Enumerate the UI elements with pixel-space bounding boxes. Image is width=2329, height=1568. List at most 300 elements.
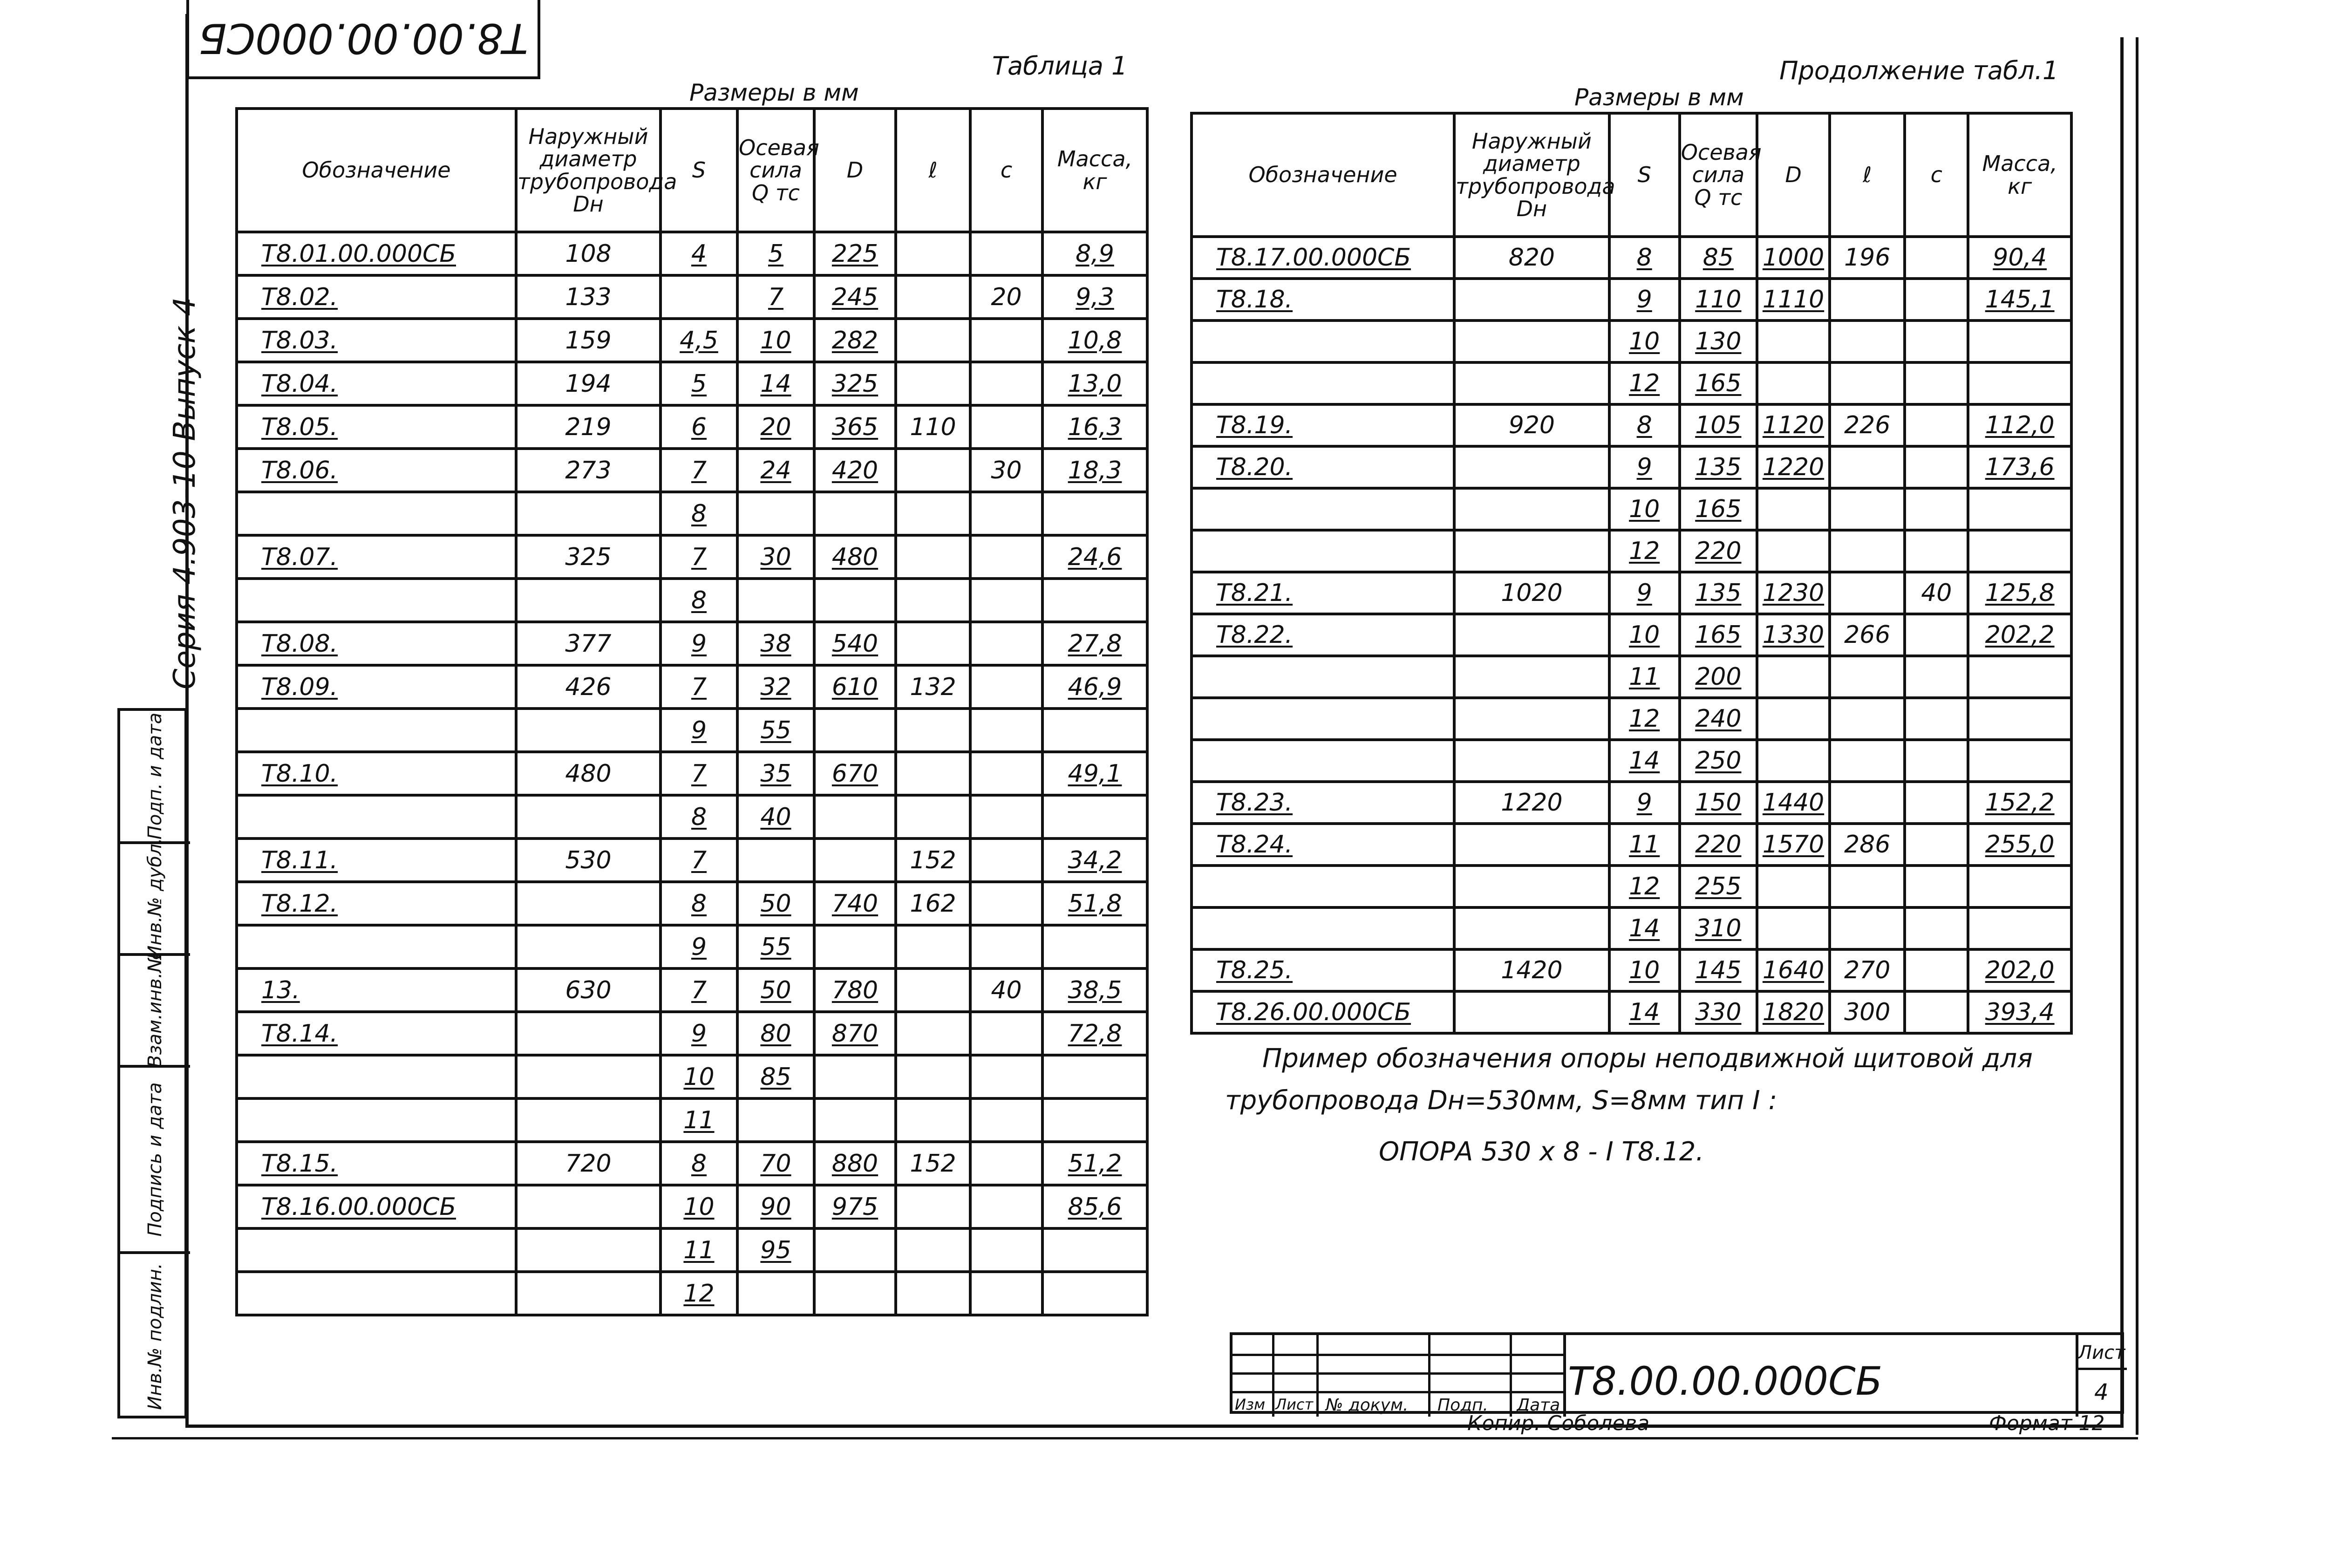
cell-dn: 108 xyxy=(516,232,661,275)
table-row xyxy=(1192,237,2071,279)
cell-m: 51,8 xyxy=(1042,882,1147,925)
cell-l xyxy=(896,622,970,665)
cell-m xyxy=(1968,698,2071,740)
col-s: S xyxy=(661,109,737,232)
cell-d: 780 xyxy=(814,968,896,1012)
cell-m xyxy=(1042,1055,1147,1098)
cell-c xyxy=(970,795,1042,839)
cell-q: 150 xyxy=(1680,782,1757,824)
cell-l xyxy=(1830,740,1905,782)
cell-dn xyxy=(516,1098,661,1142)
cell-d: 610 xyxy=(814,665,896,709)
top-code-box xyxy=(186,0,540,79)
cell-s: 4 xyxy=(661,232,737,275)
cell-s: 11 xyxy=(1609,824,1680,866)
cell-l: 266 xyxy=(1830,614,1905,656)
cell-m: 46,9 xyxy=(1042,665,1147,709)
cell-l xyxy=(896,232,970,275)
cell-m: 112,0 xyxy=(1968,404,2071,446)
cell-des: Т8.25. xyxy=(1192,949,1454,991)
cell-s: 9 xyxy=(1609,279,1680,320)
cell-q: 50 xyxy=(737,968,814,1012)
cell-s: 9 xyxy=(661,622,737,665)
cell-c xyxy=(970,232,1042,275)
cell-c: 30 xyxy=(970,449,1042,492)
cell-s: 8 xyxy=(661,882,737,925)
table-row xyxy=(237,275,1147,319)
cell-d: 480 xyxy=(814,535,896,579)
cell-q xyxy=(737,1098,814,1142)
left-stamp xyxy=(117,708,187,1418)
col-axial-force: Осевая сила Q тс xyxy=(1680,113,1757,237)
series-label: Серия 4.903-10 Выпуск 4 xyxy=(168,297,202,689)
cell-s: 8 xyxy=(1609,404,1680,446)
table-row xyxy=(1192,404,2071,446)
cell-des: Т8.18. xyxy=(1192,279,1454,320)
cell-des: Т8.14. xyxy=(237,1012,516,1055)
cell-dn xyxy=(1454,866,1609,907)
cell-s: 9 xyxy=(661,925,737,968)
table-row xyxy=(1192,991,2071,1033)
cell-d: 1000 xyxy=(1757,237,1830,279)
cell-s: 9 xyxy=(661,1012,737,1055)
top-code: Т8.00.00.000СБ xyxy=(198,14,528,62)
cell-des xyxy=(237,1098,516,1142)
cell-dn xyxy=(1454,740,1609,782)
cell-c xyxy=(1905,362,1968,404)
cell-l xyxy=(1830,698,1905,740)
cell-des: Т8.06. xyxy=(237,449,516,492)
cell-s: 7 xyxy=(661,535,737,579)
table-row xyxy=(237,405,1147,449)
col-mass: Масса, кг xyxy=(1968,113,2071,237)
cell-q: 90 xyxy=(737,1185,814,1228)
cell-c xyxy=(1905,530,1968,572)
cell-s: 14 xyxy=(1609,907,1680,949)
cell-d: 225 xyxy=(814,232,896,275)
stamp-cell: Инв.№ подлин. xyxy=(120,1251,190,1419)
cell-l xyxy=(896,1228,970,1272)
cell-q: 135 xyxy=(1680,572,1757,614)
table-row xyxy=(1192,614,2071,656)
cell-des: Т8.04. xyxy=(237,362,516,405)
cell-l xyxy=(1830,782,1905,824)
table-row xyxy=(237,925,1147,968)
col-designation: Обозначение xyxy=(237,109,516,232)
cell-q: 5 xyxy=(737,232,814,275)
cell-s: 12 xyxy=(661,1272,737,1315)
cell-d xyxy=(1757,362,1830,404)
table-row xyxy=(237,882,1147,925)
cell-s: 10 xyxy=(661,1185,737,1228)
cell-d: 1640 xyxy=(1757,949,1830,991)
cell-m: 202,2 xyxy=(1968,614,2071,656)
cell-s: 4,5 xyxy=(661,319,737,362)
cell-des: Т8.02. xyxy=(237,275,516,319)
cell-l: 162 xyxy=(896,882,970,925)
frame-bottom-outer-line xyxy=(112,1437,2138,1439)
table-row xyxy=(237,1012,1147,1055)
cell-d xyxy=(1757,907,1830,949)
cell-c xyxy=(970,362,1042,405)
table-row xyxy=(1192,656,2071,698)
cell-m xyxy=(1968,530,2071,572)
cell-des xyxy=(1192,488,1454,530)
cell-m: 145,1 xyxy=(1968,279,2071,320)
tb-col-label: № докум. xyxy=(1326,1396,1409,1415)
cell-l xyxy=(1830,530,1905,572)
cell-s: 11 xyxy=(661,1098,737,1142)
col-mass: Масса, кг xyxy=(1042,109,1147,232)
col-pipe-diameter: Наружный диаметр трубопровода Dн xyxy=(516,109,661,232)
example-line-1: Пример обозначения опоры неподвижной щитовой для xyxy=(1262,1043,2033,1074)
cell-d xyxy=(814,795,896,839)
col-c: c xyxy=(1905,113,1968,237)
cell-c xyxy=(970,1012,1042,1055)
table-row xyxy=(237,1098,1147,1142)
cell-m: 393,4 xyxy=(1968,991,2071,1033)
cell-m xyxy=(1968,488,2071,530)
cell-c xyxy=(970,1272,1042,1315)
col-l: ℓ xyxy=(896,109,970,232)
cell-c xyxy=(970,579,1042,622)
cell-s: 9 xyxy=(1609,446,1680,488)
cell-q: 135 xyxy=(1680,446,1757,488)
cell-d: 880 xyxy=(814,1142,896,1185)
cell-m xyxy=(1042,1272,1147,1315)
cell-d xyxy=(1757,530,1830,572)
cell-d: 870 xyxy=(814,1012,896,1055)
cell-q: 55 xyxy=(737,925,814,968)
cell-des xyxy=(237,492,516,535)
cell-dn: 325 xyxy=(516,535,661,579)
cell-dn: 480 xyxy=(516,752,661,795)
cell-m: 38,5 xyxy=(1042,968,1147,1012)
cell-dn xyxy=(1454,446,1609,488)
table-row xyxy=(237,1272,1147,1315)
cell-dn: 1020 xyxy=(1454,572,1609,614)
sheet-label: Лист xyxy=(2078,1342,2125,1363)
cell-c xyxy=(970,319,1042,362)
cell-des xyxy=(1192,320,1454,362)
cell-des: Т8.15. xyxy=(237,1142,516,1185)
cell-l xyxy=(1830,279,1905,320)
cell-l xyxy=(1830,656,1905,698)
cell-dn xyxy=(516,925,661,968)
cell-m xyxy=(1042,579,1147,622)
cell-s: 8 xyxy=(661,492,737,535)
cell-s: 8 xyxy=(1609,237,1680,279)
col-c: c xyxy=(970,109,1042,232)
cell-d xyxy=(814,579,896,622)
cell-l: 110 xyxy=(896,405,970,449)
table-row xyxy=(237,319,1147,362)
cell-des: Т8.21. xyxy=(1192,572,1454,614)
cell-m: 90,4 xyxy=(1968,237,2071,279)
cell-s: 12 xyxy=(1609,530,1680,572)
cell-m: 34,2 xyxy=(1042,839,1147,882)
cell-q: 24 xyxy=(737,449,814,492)
cell-m xyxy=(1042,925,1147,968)
cell-m xyxy=(1968,656,2071,698)
cell-dn: 426 xyxy=(516,665,661,709)
cell-s xyxy=(661,275,737,319)
cell-l xyxy=(896,925,970,968)
cell-l xyxy=(1830,572,1905,614)
cell-dn: 194 xyxy=(516,362,661,405)
cell-l xyxy=(1830,488,1905,530)
cell-dn: 159 xyxy=(516,319,661,362)
cell-c xyxy=(970,1098,1042,1142)
cell-q: 80 xyxy=(737,1012,814,1055)
cell-des: Т8.23. xyxy=(1192,782,1454,824)
cell-dn xyxy=(1454,530,1609,572)
frame-right-line xyxy=(2120,37,2124,1428)
cell-m: 8,9 xyxy=(1042,232,1147,275)
cell-d xyxy=(814,925,896,968)
table-row xyxy=(1192,362,2071,404)
cell-l xyxy=(896,362,970,405)
cell-q: 20 xyxy=(737,405,814,449)
cell-q: 255 xyxy=(1680,866,1757,907)
cell-dn xyxy=(516,1185,661,1228)
cell-des xyxy=(1192,530,1454,572)
cell-q: 330 xyxy=(1680,991,1757,1033)
cell-s: 12 xyxy=(1609,362,1680,404)
cell-s: 10 xyxy=(1609,949,1680,991)
cell-d xyxy=(1757,320,1830,362)
cell-des xyxy=(1192,740,1454,782)
cell-dn xyxy=(1454,362,1609,404)
table-row xyxy=(237,492,1147,535)
cell-l xyxy=(896,709,970,752)
cell-s: 8 xyxy=(661,1142,737,1185)
cell-d: 1120 xyxy=(1757,404,1830,446)
cell-c: 40 xyxy=(1905,572,1968,614)
table-row xyxy=(237,232,1147,275)
cell-dn: 820 xyxy=(1454,237,1609,279)
cell-q: 220 xyxy=(1680,530,1757,572)
cell-d: 740 xyxy=(814,882,896,925)
cell-m: 125,8 xyxy=(1968,572,2071,614)
table-row xyxy=(1192,320,2071,362)
cell-l: 132 xyxy=(896,665,970,709)
cell-d: 1570 xyxy=(1757,824,1830,866)
tb-col-label: Дата xyxy=(1517,1396,1560,1415)
cell-c xyxy=(970,405,1042,449)
cell-dn: 219 xyxy=(516,405,661,449)
cell-dn: 720 xyxy=(516,1142,661,1185)
cell-l xyxy=(896,492,970,535)
cell-c xyxy=(1905,782,1968,824)
cell-q xyxy=(737,839,814,882)
cell-l: 152 xyxy=(896,1142,970,1185)
cell-m: 173,6 xyxy=(1968,446,2071,488)
cell-d: 1440 xyxy=(1757,782,1830,824)
col-s: S xyxy=(1609,113,1680,237)
cell-m: 72,8 xyxy=(1042,1012,1147,1055)
cell-s: 10 xyxy=(1609,320,1680,362)
cell-dn xyxy=(516,1272,661,1315)
cell-dn xyxy=(1454,614,1609,656)
cell-dn: 1420 xyxy=(1454,949,1609,991)
cell-q: 200 xyxy=(1680,656,1757,698)
table-row xyxy=(1192,949,2071,991)
cell-des: Т8.26.00.000СБ xyxy=(1192,991,1454,1033)
cell-dn: 133 xyxy=(516,275,661,319)
cell-s: 7 xyxy=(661,968,737,1012)
cell-d xyxy=(814,1055,896,1098)
cell-l xyxy=(1830,866,1905,907)
cell-d xyxy=(1757,656,1830,698)
cell-l xyxy=(896,752,970,795)
table-row xyxy=(237,1228,1147,1272)
cell-des xyxy=(1192,362,1454,404)
table-row xyxy=(1192,698,2071,740)
cell-m xyxy=(1042,1228,1147,1272)
cell-d xyxy=(814,492,896,535)
table1-caption: Таблица 1 xyxy=(992,51,1128,81)
cell-d: 670 xyxy=(814,752,896,795)
cell-q: 32 xyxy=(737,665,814,709)
cell-des: Т8.16.00.000СБ xyxy=(237,1185,516,1228)
table-row xyxy=(237,1185,1147,1228)
cell-c xyxy=(1905,656,1968,698)
cell-l xyxy=(896,319,970,362)
cell-des xyxy=(237,1228,516,1272)
table-row xyxy=(1192,572,2071,614)
col-axial-force: Осевая сила Q тс xyxy=(737,109,814,232)
cell-c xyxy=(970,492,1042,535)
cell-q: 38 xyxy=(737,622,814,665)
frame-bottom-line xyxy=(185,1425,2123,1428)
stamp-cell: Взам.инв.№ xyxy=(120,953,190,1065)
cell-s: 12 xyxy=(1609,698,1680,740)
cell-s: 9 xyxy=(1609,572,1680,614)
cell-m xyxy=(1968,740,2071,782)
cell-l xyxy=(896,449,970,492)
cell-d xyxy=(1757,698,1830,740)
example-line-3: ОПОРА 530 х 8 - I Т8.12. xyxy=(1379,1137,1704,1167)
cell-q: 165 xyxy=(1680,614,1757,656)
cell-s: 10 xyxy=(661,1055,737,1098)
tb-col-label: Изм xyxy=(1235,1396,1266,1413)
cell-q: 70 xyxy=(737,1142,814,1185)
cell-dn xyxy=(516,709,661,752)
table-row xyxy=(1192,530,2071,572)
cell-des: Т8.20. xyxy=(1192,446,1454,488)
cell-m xyxy=(1968,320,2071,362)
cell-m: 10,8 xyxy=(1042,319,1147,362)
cell-q: 250 xyxy=(1680,740,1757,782)
cell-l xyxy=(896,1055,970,1098)
cell-d xyxy=(814,709,896,752)
cell-d xyxy=(814,1098,896,1142)
table-row xyxy=(1192,907,2071,949)
cell-s: 14 xyxy=(1609,740,1680,782)
cell-s: 7 xyxy=(661,449,737,492)
title-block xyxy=(1230,1332,2124,1414)
cell-l xyxy=(896,1185,970,1228)
cell-q xyxy=(737,492,814,535)
cell-c xyxy=(1905,237,1968,279)
table-row xyxy=(237,1142,1147,1185)
stamp-cell: Подпись и дата xyxy=(120,1065,190,1251)
cell-m: 202,0 xyxy=(1968,949,2071,991)
cell-c: 20 xyxy=(970,275,1042,319)
cell-dn: 377 xyxy=(516,622,661,665)
cell-d xyxy=(814,839,896,882)
cell-l xyxy=(896,1272,970,1315)
cell-m: 85,6 xyxy=(1042,1185,1147,1228)
cell-s: 10 xyxy=(1609,488,1680,530)
cell-s: 12 xyxy=(1609,866,1680,907)
cell-des xyxy=(1192,866,1454,907)
stamp-cell: Подп. и дата xyxy=(144,712,166,840)
cell-d: 1820 xyxy=(1757,991,1830,1033)
cell-q: 85 xyxy=(1680,237,1757,279)
cell-c xyxy=(1905,740,1968,782)
cell-des: Т8.03. xyxy=(237,319,516,362)
cell-s: 10 xyxy=(1609,614,1680,656)
cell-s: 14 xyxy=(1609,991,1680,1033)
cell-l xyxy=(1830,907,1905,949)
cell-l: 152 xyxy=(896,839,970,882)
table-row xyxy=(237,579,1147,622)
cell-d: 420 xyxy=(814,449,896,492)
cell-m xyxy=(1042,1098,1147,1142)
table-row xyxy=(237,1055,1147,1098)
cell-d: 325 xyxy=(814,362,896,405)
cell-dn xyxy=(516,795,661,839)
cell-m: 152,2 xyxy=(1968,782,2071,824)
table-row xyxy=(1192,782,2071,824)
cell-s: 6 xyxy=(661,405,737,449)
cell-s: 11 xyxy=(1609,656,1680,698)
cell-des: Т8.05. xyxy=(237,405,516,449)
table-row xyxy=(1192,488,2071,530)
cell-des: Т8.11. xyxy=(237,839,516,882)
cell-dn: 273 xyxy=(516,449,661,492)
cell-dn xyxy=(1454,698,1609,740)
cell-dn: 530 xyxy=(516,839,661,882)
cell-d: 1220 xyxy=(1757,446,1830,488)
cell-m xyxy=(1968,866,2071,907)
cell-m: 13,0 xyxy=(1042,362,1147,405)
cell-d: 282 xyxy=(814,319,896,362)
cell-d: 1230 xyxy=(1757,572,1830,614)
cell-des: Т8.12. xyxy=(237,882,516,925)
cell-des xyxy=(1192,656,1454,698)
cell-q: 85 xyxy=(737,1055,814,1098)
cell-c xyxy=(1905,446,1968,488)
cell-des: Т8.24. xyxy=(1192,824,1454,866)
cell-s: 9 xyxy=(1609,782,1680,824)
cell-q xyxy=(737,579,814,622)
col-d: D xyxy=(1757,113,1830,237)
cell-m xyxy=(1968,907,2071,949)
cell-s: 7 xyxy=(661,839,737,882)
cell-c xyxy=(970,882,1042,925)
cell-dn xyxy=(516,1228,661,1272)
cell-dn: 920 xyxy=(1454,404,1609,446)
cell-des xyxy=(237,795,516,839)
cell-l xyxy=(896,535,970,579)
tb-col-label: Лист xyxy=(1275,1396,1314,1413)
cell-dn xyxy=(516,492,661,535)
copied-by: Копир. Соболева xyxy=(1467,1411,1650,1435)
col-designation: Обозначение xyxy=(1192,113,1454,237)
